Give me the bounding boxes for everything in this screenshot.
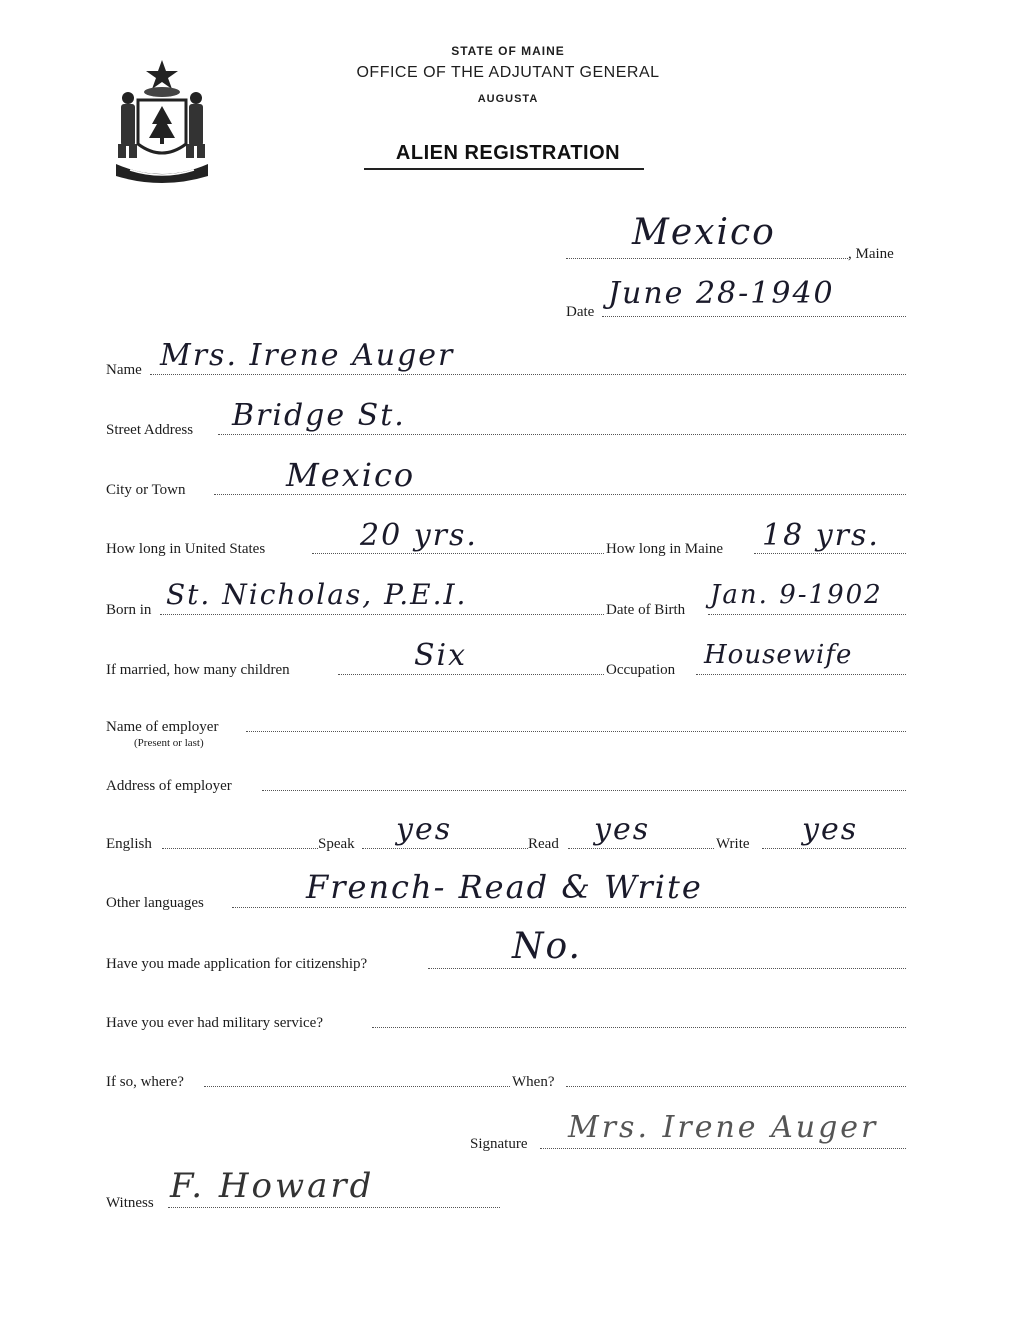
date-of-birth-label: Date of Birth <box>606 602 686 618</box>
born-in-line <box>160 614 604 615</box>
employer-name-line <box>246 731 906 732</box>
english-line <box>162 848 318 849</box>
other-languages-label: Other languages <box>106 895 204 911</box>
if-so-where-label: If so, where? <box>106 1074 184 1090</box>
when-line <box>566 1086 906 1087</box>
street-label: Street Address <box>106 422 194 438</box>
occupation-value: Housewife <box>704 640 853 670</box>
occupation-label: Occupation <box>606 662 676 678</box>
how-long-us-label: How long in United States <box>106 541 266 557</box>
signature-label: Signature <box>470 1136 528 1152</box>
citizenship-label: Have you made application for citizenship? <box>106 956 368 972</box>
witness-line <box>168 1207 500 1208</box>
street-line <box>218 434 906 435</box>
form-title: ALIEN REGISTRATION <box>395 142 621 164</box>
read-value: yes <box>594 812 651 847</box>
employer-address-label: Address of employer <box>106 778 232 794</box>
employer-name-note: (Present or last) <box>134 737 204 749</box>
date-label: Date <box>566 304 595 320</box>
other-languages-value: French- Read & Write <box>306 868 703 906</box>
write-value: yes <box>802 812 859 847</box>
date-value: June 28-1940 <box>608 276 835 311</box>
if-so-where-line <box>204 1086 510 1087</box>
signature-line <box>540 1148 906 1149</box>
town-value: Mexico <box>632 212 776 253</box>
how-long-us-value: 20 yrs. <box>360 518 478 553</box>
other-languages-line <box>232 907 906 908</box>
signature-value: Mrs. Irene Auger <box>568 1110 879 1145</box>
military-label: Have you ever had military service? <box>106 1015 323 1031</box>
english-label: English <box>106 836 152 852</box>
witness-label: Witness <box>106 1195 154 1211</box>
name-value: Mrs. Irene Auger <box>160 338 455 373</box>
citizenship-value: No. <box>512 926 582 967</box>
state-seal-icon <box>106 58 218 186</box>
how-long-maine-line <box>754 553 906 554</box>
children-value: Six <box>414 638 468 673</box>
children-label: If married, how many children <box>106 662 290 678</box>
date-line <box>602 316 906 317</box>
employer-name-label: Name of employer <box>106 719 219 735</box>
when-label: When? <box>512 1074 555 1090</box>
citizenship-line <box>428 968 906 969</box>
office-name: OFFICE OF THE ADJUTANT GENERAL <box>356 64 660 81</box>
how-long-us-line <box>312 553 604 554</box>
witness-value: F. Howard <box>170 1166 375 1206</box>
city-value: Mexico <box>286 456 416 494</box>
street-value: Bridge St. <box>232 398 406 433</box>
born-in-label: Born in <box>106 602 152 618</box>
write-line <box>762 848 906 849</box>
date-of-birth-value: Jan. 9-1902 <box>710 580 883 610</box>
read-label: Read <box>528 836 559 852</box>
town-line <box>566 258 848 259</box>
name-line <box>150 374 906 375</box>
military-line <box>372 1027 906 1028</box>
occupation-line <box>696 674 906 675</box>
born-in-value: St. Nicholas, P.E.I. <box>166 578 468 611</box>
city-name: AUGUSTA <box>477 93 539 105</box>
read-line <box>568 848 714 849</box>
speak-label: Speak <box>318 836 355 852</box>
speak-value: yes <box>396 812 453 847</box>
speak-line <box>362 848 528 849</box>
city-line <box>214 494 906 495</box>
write-label: Write <box>716 836 750 852</box>
how-long-maine-label: How long in Maine <box>606 541 724 557</box>
employer-address-line <box>262 790 906 791</box>
maine-suffix: , Maine <box>848 246 894 262</box>
state-name: STATE OF MAINE <box>451 44 565 58</box>
date-of-birth-line <box>708 614 906 615</box>
children-line <box>338 674 604 675</box>
name-label: Name <box>106 362 142 378</box>
city-label: City or Town <box>106 482 186 498</box>
title-underline <box>364 168 644 170</box>
how-long-maine-value: 18 yrs. <box>762 518 880 553</box>
